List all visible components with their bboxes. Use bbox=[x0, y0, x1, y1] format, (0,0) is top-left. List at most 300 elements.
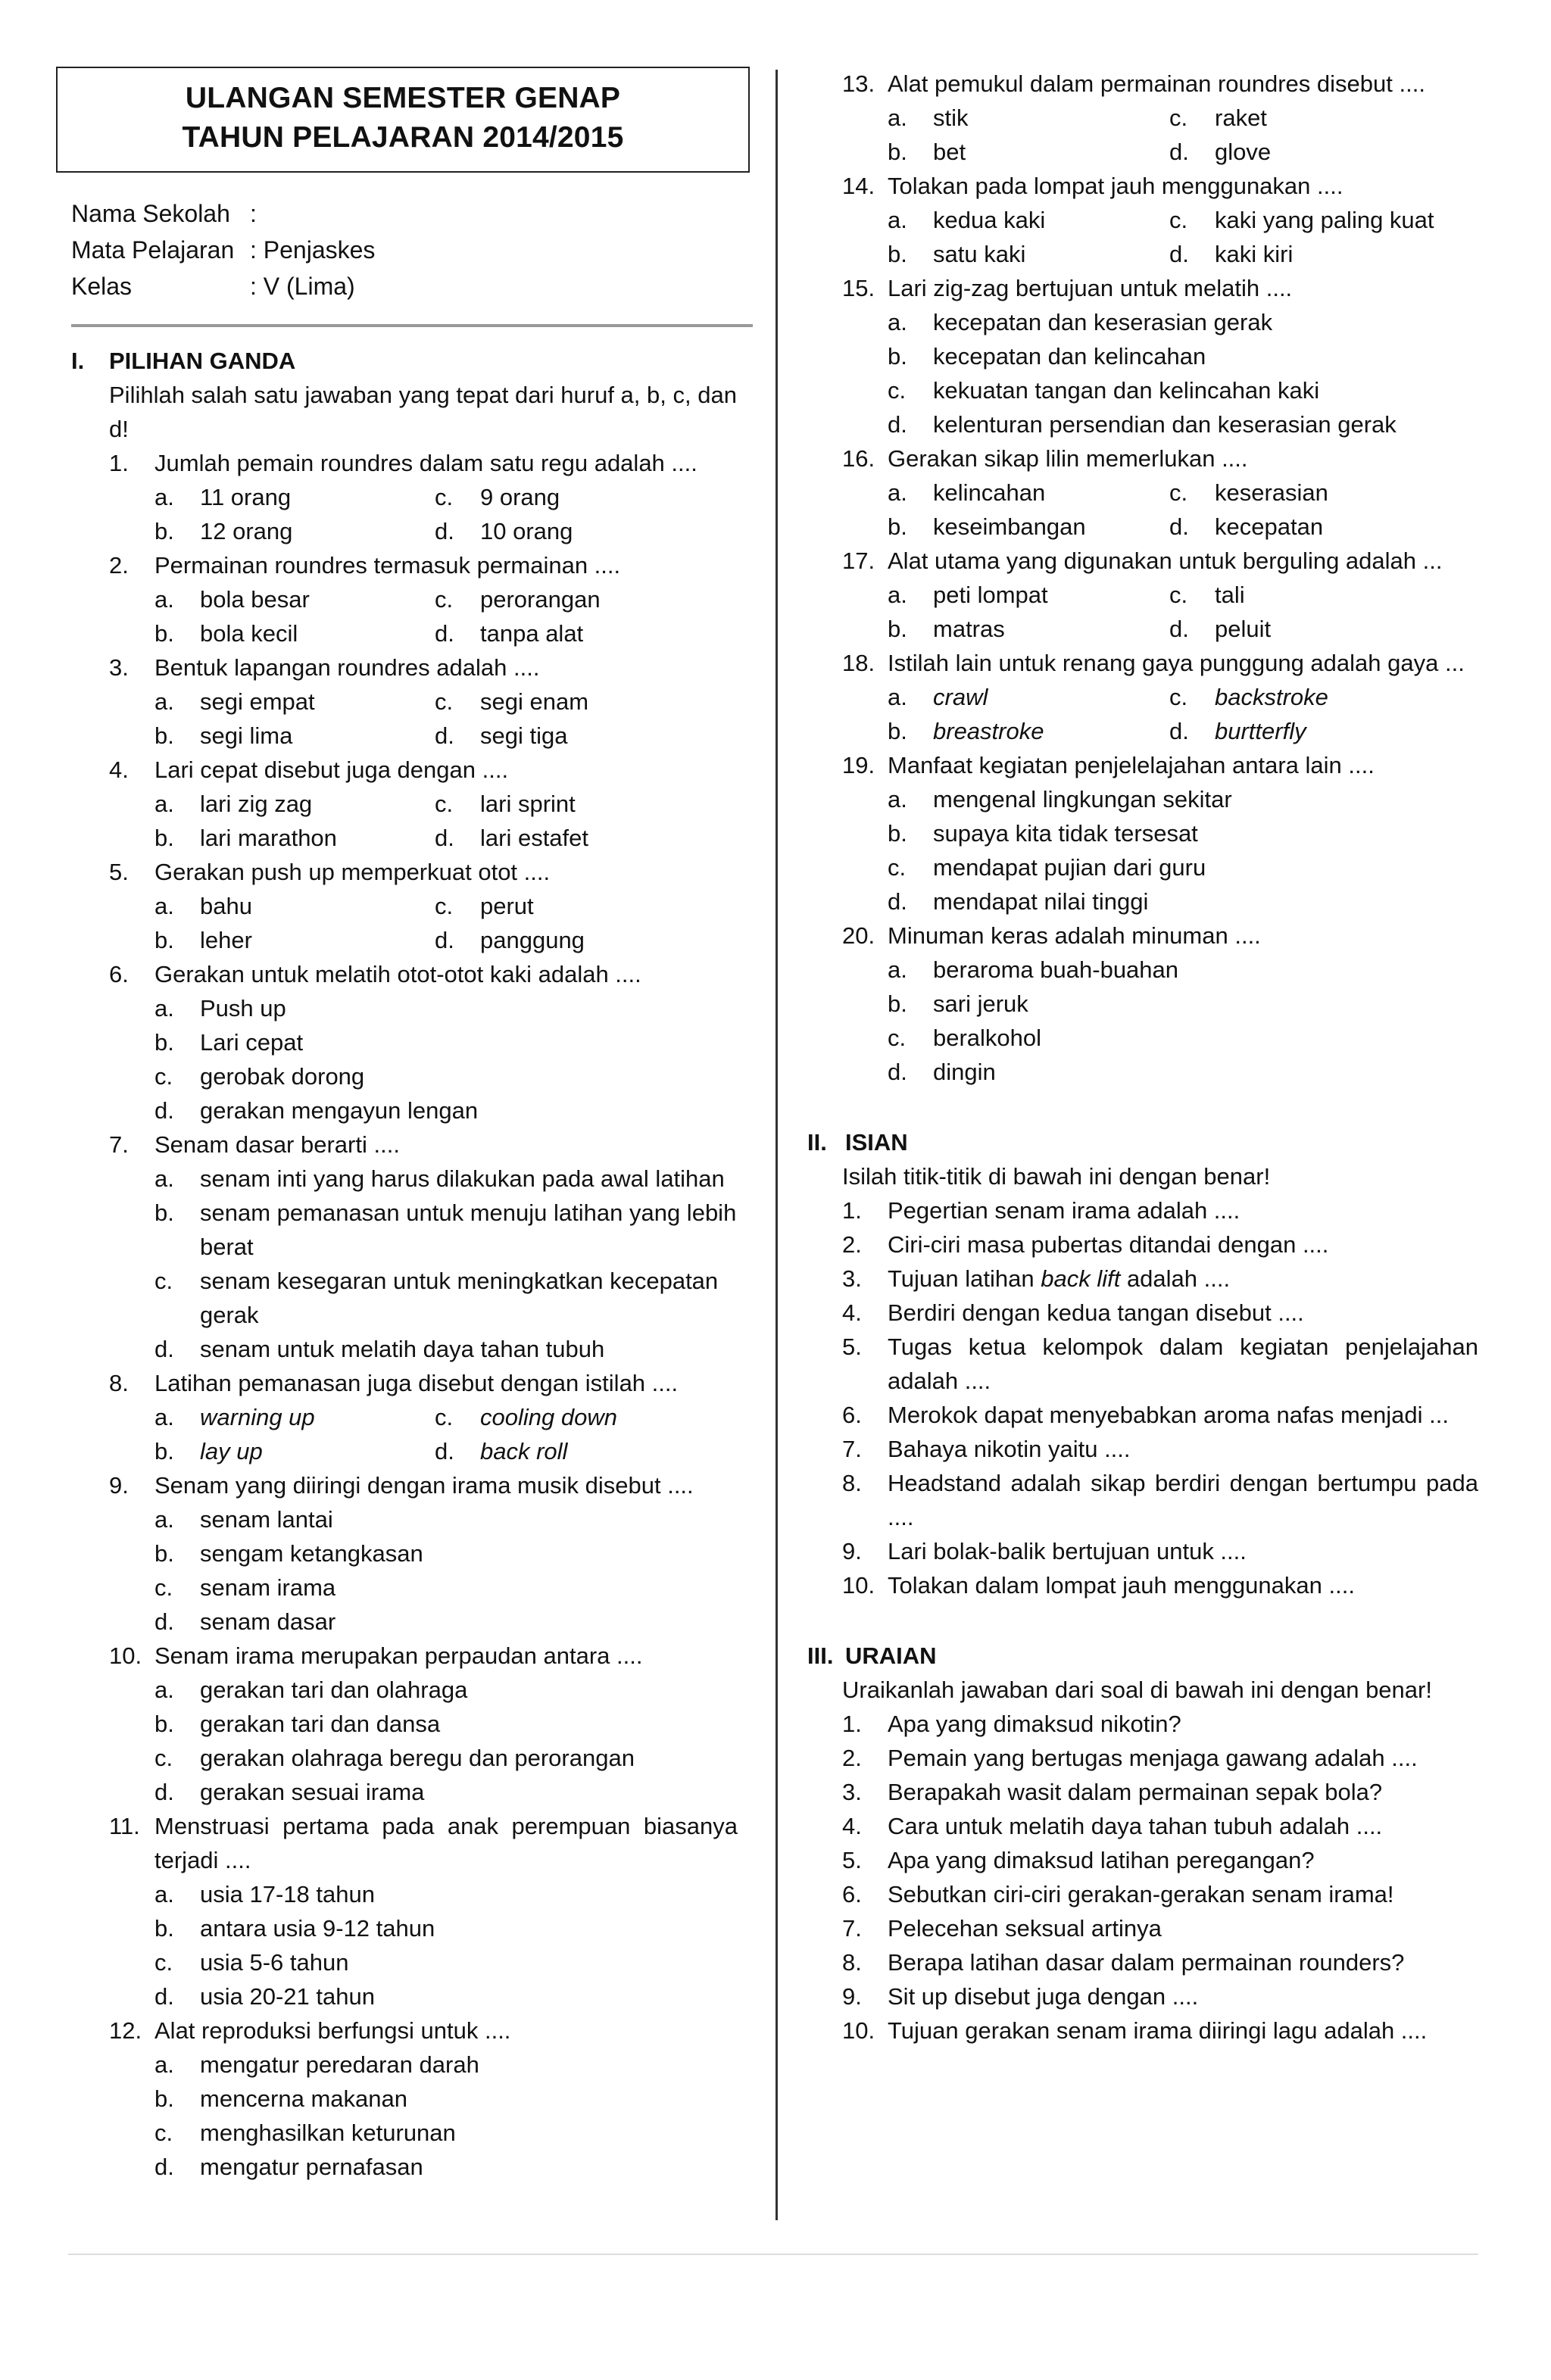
option-letter: c. bbox=[888, 1025, 907, 1051]
option-d[interactable] bbox=[435, 923, 715, 957]
option-c[interactable] bbox=[154, 1741, 738, 1775]
option-text: 12 orang bbox=[200, 518, 293, 544]
option-row bbox=[888, 714, 1478, 748]
option-letter: c. bbox=[1169, 207, 1188, 233]
question-text: Senam dasar berarti .... bbox=[154, 1131, 400, 1158]
option-letter: b. bbox=[154, 927, 174, 953]
option-b[interactable] bbox=[154, 514, 435, 548]
option-b[interactable] bbox=[888, 987, 1478, 1021]
option-letter: b. bbox=[154, 518, 174, 544]
option-letter: b. bbox=[154, 1540, 174, 1567]
option-text: perorangan bbox=[480, 586, 601, 613]
option-row bbox=[154, 616, 738, 650]
item-2 bbox=[842, 1741, 1478, 1775]
option-c[interactable] bbox=[154, 1059, 738, 1093]
option-row bbox=[888, 476, 1478, 510]
answer-options bbox=[154, 1162, 738, 1366]
option-row bbox=[154, 2150, 738, 2184]
item-6 bbox=[842, 1877, 1478, 1911]
option-row bbox=[888, 850, 1478, 884]
option-text: kaki yang paling kuat bbox=[1215, 207, 1434, 233]
option-row bbox=[888, 680, 1478, 714]
question-number: 17. bbox=[842, 547, 875, 574]
item-text: Pelecehan seksual artinya bbox=[888, 1915, 1162, 1942]
option-row bbox=[888, 510, 1478, 544]
question-20 bbox=[842, 919, 1478, 1089]
item-text: Pemain yang bertugas menjaga gawang adalah .... bbox=[888, 1745, 1418, 1771]
option-text: beralkohol bbox=[933, 1025, 1042, 1051]
option-text: gerakan olahraga beregu dan perorangan bbox=[200, 1745, 635, 1771]
option-c[interactable] bbox=[888, 373, 1478, 407]
option-text: kelincahan bbox=[933, 479, 1046, 506]
option-letter: d. bbox=[888, 888, 907, 915]
question-12 bbox=[109, 2013, 738, 2184]
item-row bbox=[842, 1193, 1478, 1227]
option-b[interactable] bbox=[888, 237, 1169, 271]
option-b[interactable] bbox=[154, 1707, 738, 1741]
item-text-pre: Tujuan latihan bbox=[888, 1265, 1041, 1292]
option-d[interactable] bbox=[154, 1775, 738, 1809]
question-stem bbox=[842, 544, 1478, 578]
section-number: I. bbox=[71, 348, 85, 374]
option-d[interactable] bbox=[435, 719, 715, 753]
item-8 bbox=[842, 1945, 1478, 1979]
option-letter: c. bbox=[435, 1404, 454, 1430]
question-number: 2. bbox=[109, 552, 129, 579]
item-text bbox=[888, 1262, 1478, 1296]
option-c[interactable] bbox=[1169, 203, 1451, 237]
option-text: senam irama bbox=[200, 1574, 336, 1601]
option-letter: b. bbox=[888, 139, 907, 165]
option-a[interactable] bbox=[888, 203, 1169, 237]
question-stem bbox=[842, 169, 1478, 203]
option-letter: d. bbox=[1169, 241, 1189, 267]
option-row bbox=[154, 1162, 738, 1196]
option-text: lari estafet bbox=[480, 825, 589, 851]
option-letter: d. bbox=[435, 620, 454, 647]
option-d[interactable] bbox=[154, 2150, 738, 2184]
option-a[interactable] bbox=[888, 953, 1478, 987]
option-a[interactable] bbox=[154, 1877, 738, 1911]
option-a[interactable] bbox=[154, 1673, 738, 1707]
item-8 bbox=[842, 1466, 1478, 1534]
option-letter: c. bbox=[1169, 104, 1188, 131]
answer-options bbox=[154, 1673, 738, 1809]
option-d[interactable] bbox=[154, 1979, 738, 2013]
item-number: 7. bbox=[842, 1436, 862, 1462]
section-isian bbox=[807, 1125, 1478, 1602]
item-7 bbox=[842, 1432, 1478, 1466]
option-row bbox=[888, 987, 1478, 1021]
item-text: Tugas ketua kelompok dalam kegiatan penjelajahan adalah .... bbox=[888, 1333, 1478, 1394]
question-number: 20. bbox=[842, 922, 875, 949]
option-text: mengenal lingkungan sekitar bbox=[933, 786, 1232, 813]
question-text: Minuman keras adalah minuman .... bbox=[888, 922, 1261, 949]
option-letter: c. bbox=[435, 791, 454, 817]
option-row bbox=[154, 582, 738, 616]
uraian-list bbox=[842, 1707, 1478, 2048]
question-number: 6. bbox=[109, 961, 129, 987]
option-text: antara usia 9-12 tahun bbox=[200, 1915, 435, 1942]
option-a[interactable] bbox=[888, 476, 1169, 510]
option-letter: a. bbox=[154, 1404, 174, 1430]
option-b[interactable] bbox=[154, 1536, 738, 1571]
option-d[interactable] bbox=[1169, 714, 1451, 748]
option-c[interactable] bbox=[1169, 101, 1451, 135]
option-b[interactable] bbox=[154, 719, 435, 753]
item-row bbox=[842, 1707, 1478, 1741]
item-number: 5. bbox=[842, 1847, 862, 1873]
question-stem bbox=[109, 548, 738, 582]
question-number: 19. bbox=[842, 752, 875, 778]
item-row bbox=[842, 1330, 1478, 1398]
option-row bbox=[154, 2082, 738, 2116]
option-b[interactable] bbox=[888, 135, 1169, 169]
question-4 bbox=[109, 753, 738, 855]
exam-meta bbox=[71, 195, 738, 304]
option-c[interactable] bbox=[1169, 680, 1451, 714]
option-row bbox=[888, 339, 1478, 373]
option-c[interactable] bbox=[435, 582, 715, 616]
item-text-post: adalah .... bbox=[1120, 1265, 1231, 1292]
option-b[interactable] bbox=[888, 510, 1169, 544]
option-row bbox=[154, 2048, 738, 2082]
option-c[interactable] bbox=[435, 480, 715, 514]
question-10 bbox=[109, 1639, 738, 1809]
option-text: peluit bbox=[1215, 616, 1272, 642]
option-row bbox=[888, 101, 1478, 135]
option-letter: a. bbox=[888, 207, 907, 233]
option-text: perut bbox=[480, 893, 534, 919]
option-letter: b. bbox=[154, 1199, 174, 1226]
question-9 bbox=[109, 1468, 738, 1639]
option-letter: b. bbox=[888, 718, 907, 744]
question-stem bbox=[109, 1128, 738, 1162]
answer-options bbox=[888, 203, 1478, 271]
answer-options bbox=[888, 680, 1478, 748]
item-number: 10. bbox=[842, 2017, 875, 2044]
question-7 bbox=[109, 1128, 738, 1366]
option-text: bola besar bbox=[200, 586, 310, 613]
option-b[interactable] bbox=[888, 714, 1169, 748]
option-d[interactable] bbox=[154, 1332, 738, 1366]
question-18 bbox=[842, 646, 1478, 748]
item-text: Apa yang dimaksud latihan peregangan? bbox=[888, 1847, 1315, 1873]
question-6 bbox=[109, 957, 738, 1128]
option-b[interactable] bbox=[154, 2082, 738, 2116]
item-text: Berdiri dengan kedua tangan disebut .... bbox=[888, 1299, 1304, 1326]
option-letter: d. bbox=[154, 1779, 174, 1805]
option-text: bet bbox=[933, 139, 966, 165]
option-d[interactable] bbox=[154, 1605, 738, 1639]
option-a[interactable] bbox=[154, 1162, 738, 1196]
option-letter: c. bbox=[435, 586, 454, 613]
question-number: 13. bbox=[842, 70, 875, 97]
section-instruction: Isilah titik-titik di bawah ini dengan benar! bbox=[842, 1163, 1271, 1190]
option-text: back roll bbox=[480, 1438, 568, 1464]
left-column bbox=[56, 67, 738, 2184]
option-letter: a. bbox=[154, 1881, 174, 1907]
option-a[interactable] bbox=[154, 480, 435, 514]
option-text: cooling down bbox=[480, 1404, 617, 1430]
question-stem bbox=[109, 1639, 738, 1673]
option-text: segi empat bbox=[200, 688, 315, 715]
option-d[interactable] bbox=[435, 616, 715, 650]
question-5 bbox=[109, 855, 738, 957]
option-text: kecepatan bbox=[1215, 513, 1324, 540]
question-text: Lari cepat disebut juga dengan .... bbox=[154, 756, 509, 783]
option-row bbox=[888, 1055, 1478, 1089]
option-c[interactable] bbox=[888, 850, 1478, 884]
question-2 bbox=[109, 548, 738, 650]
item-number: 4. bbox=[842, 1813, 862, 1839]
option-letter: c. bbox=[435, 893, 454, 919]
option-letter: b. bbox=[888, 343, 907, 370]
option-a[interactable] bbox=[154, 582, 435, 616]
item-number: 8. bbox=[842, 1949, 862, 1976]
option-d[interactable] bbox=[1169, 237, 1451, 271]
question-stem bbox=[109, 1468, 738, 1502]
option-row bbox=[154, 1673, 738, 1707]
option-b[interactable] bbox=[154, 1196, 738, 1264]
option-letter: a. bbox=[154, 484, 174, 510]
option-text: sengam ketangkasan bbox=[200, 1540, 423, 1567]
item-number: 8. bbox=[842, 1470, 862, 1496]
option-c[interactable] bbox=[154, 1571, 738, 1605]
option-letter: b. bbox=[888, 616, 907, 642]
option-b[interactable] bbox=[154, 1911, 738, 1945]
option-a[interactable] bbox=[154, 787, 435, 821]
item-number: 7. bbox=[842, 1915, 862, 1942]
option-b[interactable] bbox=[154, 616, 435, 650]
option-text: kedua kaki bbox=[933, 207, 1046, 233]
item-number: 2. bbox=[842, 1231, 862, 1258]
option-text: gerakan tari dan dansa bbox=[200, 1711, 441, 1737]
option-b[interactable] bbox=[888, 612, 1169, 646]
option-c[interactable] bbox=[154, 1945, 738, 1979]
question-text: Senam yang diiringi dengan irama musik disebut .... bbox=[154, 1472, 694, 1499]
question-number: 7. bbox=[109, 1131, 129, 1158]
question-stem bbox=[109, 855, 738, 889]
item-text: Sebutkan ciri-ciri gerakan-gerakan senam irama! bbox=[888, 1881, 1394, 1907]
option-d[interactable] bbox=[154, 1093, 738, 1128]
option-row bbox=[154, 1945, 738, 1979]
option-letter: b. bbox=[154, 1438, 174, 1464]
item-7 bbox=[842, 1911, 1478, 1945]
option-letter: b. bbox=[154, 1711, 174, 1737]
item-1 bbox=[842, 1193, 1478, 1227]
option-letter: c. bbox=[154, 1268, 173, 1294]
option-c[interactable] bbox=[888, 1021, 1478, 1055]
option-row bbox=[154, 991, 738, 1025]
option-d[interactable] bbox=[435, 1434, 715, 1468]
option-a[interactable] bbox=[154, 889, 435, 923]
answer-options bbox=[888, 578, 1478, 646]
question-text: Manfaat kegiatan penjelelajahan antara lain .... bbox=[888, 752, 1375, 778]
question-13 bbox=[842, 67, 1478, 169]
item-text: Headstand adalah sikap berdiri dengan bertumpu pada .... bbox=[888, 1470, 1478, 1530]
meta-school bbox=[71, 195, 738, 232]
option-letter: d. bbox=[1169, 139, 1189, 165]
option-letter: d. bbox=[888, 1059, 907, 1085]
option-text: 11 orang bbox=[200, 484, 292, 510]
right-column bbox=[807, 67, 1478, 2048]
item-row bbox=[842, 1809, 1478, 1843]
question-19 bbox=[842, 748, 1478, 919]
option-letter: c. bbox=[435, 484, 454, 510]
section-title: ISIAN bbox=[845, 1129, 908, 1156]
option-row bbox=[154, 1741, 738, 1775]
option-text: crawl bbox=[933, 684, 988, 710]
option-d[interactable] bbox=[435, 514, 715, 548]
option-c[interactable] bbox=[435, 787, 715, 821]
option-a[interactable] bbox=[888, 680, 1169, 714]
item-text: Tujuan gerakan senam irama diiringi lagu adalah .... bbox=[888, 2017, 1428, 2044]
option-d[interactable] bbox=[1169, 135, 1451, 169]
option-letter: a. bbox=[154, 893, 174, 919]
item-row bbox=[842, 1877, 1478, 1911]
option-letter: a. bbox=[154, 688, 174, 715]
option-a[interactable] bbox=[154, 1400, 435, 1434]
item-row bbox=[842, 1432, 1478, 1466]
option-text: satu kaki bbox=[933, 241, 1026, 267]
option-text: kekuatan tangan dan kelincahan kaki bbox=[933, 377, 1320, 404]
option-text: 9 orang bbox=[480, 484, 560, 510]
option-a[interactable] bbox=[154, 991, 738, 1025]
item-text: Sit up disebut juga dengan .... bbox=[888, 1983, 1199, 2010]
question-stem bbox=[842, 441, 1478, 476]
question-stem bbox=[109, 2013, 738, 2048]
option-a[interactable] bbox=[154, 685, 435, 719]
option-a[interactable] bbox=[888, 101, 1169, 135]
option-text: lari zig zag bbox=[200, 791, 313, 817]
option-c[interactable] bbox=[435, 1400, 715, 1434]
section-instruction: Uraikanlah jawaban dari soal di bawah ini dengan benar! bbox=[842, 1677, 1432, 1703]
option-text: burtterfly bbox=[1215, 718, 1306, 744]
option-c[interactable] bbox=[435, 685, 715, 719]
item-6 bbox=[842, 1398, 1478, 1432]
question-8 bbox=[109, 1366, 738, 1468]
item-3 bbox=[842, 1775, 1478, 1809]
option-row bbox=[154, 1400, 738, 1434]
option-d[interactable] bbox=[1169, 612, 1451, 646]
item-4 bbox=[842, 1296, 1478, 1330]
option-d[interactable] bbox=[1169, 510, 1451, 544]
option-d[interactable] bbox=[435, 821, 715, 855]
option-text: raket bbox=[1215, 104, 1267, 131]
option-letter: a. bbox=[154, 1677, 174, 1703]
option-d[interactable] bbox=[888, 407, 1478, 441]
option-b[interactable] bbox=[888, 816, 1478, 850]
question-text: Istilah lain untuk renang gaya punggung adalah gaya ... bbox=[888, 650, 1465, 676]
option-letter: d. bbox=[154, 2154, 174, 2180]
option-d[interactable] bbox=[888, 884, 1478, 919]
option-row bbox=[154, 1059, 738, 1093]
option-letter: a. bbox=[888, 684, 907, 710]
option-b[interactable] bbox=[154, 1434, 435, 1468]
option-row bbox=[888, 373, 1478, 407]
answer-options bbox=[154, 480, 738, 548]
option-letter: b. bbox=[154, 620, 174, 647]
option-row bbox=[154, 1502, 738, 1536]
option-b[interactable] bbox=[154, 821, 435, 855]
option-c[interactable] bbox=[154, 2116, 738, 2150]
meta-value: : V (Lima) bbox=[250, 273, 355, 300]
question-text: Gerakan untuk melatih otot-otot kaki adalah .... bbox=[154, 961, 641, 987]
option-letter: a. bbox=[888, 104, 907, 131]
option-a[interactable] bbox=[888, 782, 1478, 816]
question-stem bbox=[109, 753, 738, 787]
meta-value: : bbox=[250, 200, 257, 227]
option-text: mencerna makanan bbox=[200, 2085, 407, 2112]
option-letter: b. bbox=[154, 825, 174, 851]
option-text: usia 17-18 tahun bbox=[200, 1881, 375, 1907]
option-c[interactable] bbox=[1169, 578, 1451, 612]
option-text: segi enam bbox=[480, 688, 589, 715]
answer-options bbox=[154, 1502, 738, 1639]
option-row bbox=[154, 719, 738, 753]
column-divider bbox=[776, 70, 778, 2220]
option-letter: b. bbox=[888, 513, 907, 540]
option-row bbox=[154, 821, 738, 855]
option-text: sari jeruk bbox=[933, 990, 1028, 1017]
option-a[interactable] bbox=[154, 1502, 738, 1536]
item-number: 3. bbox=[842, 1779, 862, 1805]
item-text: Berapakah wasit dalam permainan sepak bola? bbox=[888, 1779, 1383, 1805]
option-letter: c. bbox=[435, 688, 454, 715]
option-row bbox=[888, 203, 1478, 237]
option-b[interactable] bbox=[888, 339, 1478, 373]
option-d[interactable] bbox=[888, 1055, 1478, 1089]
option-letter: a. bbox=[154, 1165, 174, 1192]
option-a[interactable] bbox=[154, 2048, 738, 2082]
meta-label: Mata Pelajaran bbox=[71, 236, 235, 264]
option-row bbox=[154, 1264, 738, 1332]
question-text: Gerakan push up memperkuat otot .... bbox=[154, 859, 551, 885]
option-a[interactable] bbox=[888, 578, 1169, 612]
option-row bbox=[154, 1911, 738, 1945]
option-row bbox=[154, 480, 738, 514]
option-text: menghasilkan keturunan bbox=[200, 2120, 456, 2146]
option-text: kelenturan persendian dan keserasian gerak bbox=[933, 411, 1397, 438]
item-number: 6. bbox=[842, 1402, 862, 1428]
item-10 bbox=[842, 1568, 1478, 1602]
option-b[interactable] bbox=[154, 923, 435, 957]
option-letter: a. bbox=[154, 1506, 174, 1533]
answer-options bbox=[154, 889, 738, 957]
option-row bbox=[888, 884, 1478, 919]
option-c[interactable] bbox=[154, 1264, 738, 1332]
option-a[interactable] bbox=[888, 305, 1478, 339]
question-list bbox=[56, 446, 738, 2184]
option-c[interactable] bbox=[435, 889, 715, 923]
option-letter: d. bbox=[1169, 718, 1189, 744]
item-row bbox=[842, 1262, 1478, 1296]
question-number: 12. bbox=[109, 2017, 142, 2044]
option-text: mendapat pujian dari guru bbox=[933, 854, 1206, 881]
option-text: kecepatan dan kelincahan bbox=[933, 343, 1206, 370]
option-text: senam kesegaran untuk meningkatkan kecepatan gerak bbox=[200, 1268, 719, 1328]
question-stem bbox=[842, 748, 1478, 782]
answer-options bbox=[888, 101, 1478, 169]
option-text: keserasian bbox=[1215, 479, 1328, 506]
answer-options bbox=[888, 476, 1478, 544]
option-b[interactable] bbox=[154, 1025, 738, 1059]
option-c[interactable] bbox=[1169, 476, 1451, 510]
item-row bbox=[842, 1568, 1478, 1602]
option-text: tanpa alat bbox=[480, 620, 584, 647]
option-text: supaya kita tidak tersesat bbox=[933, 820, 1198, 847]
